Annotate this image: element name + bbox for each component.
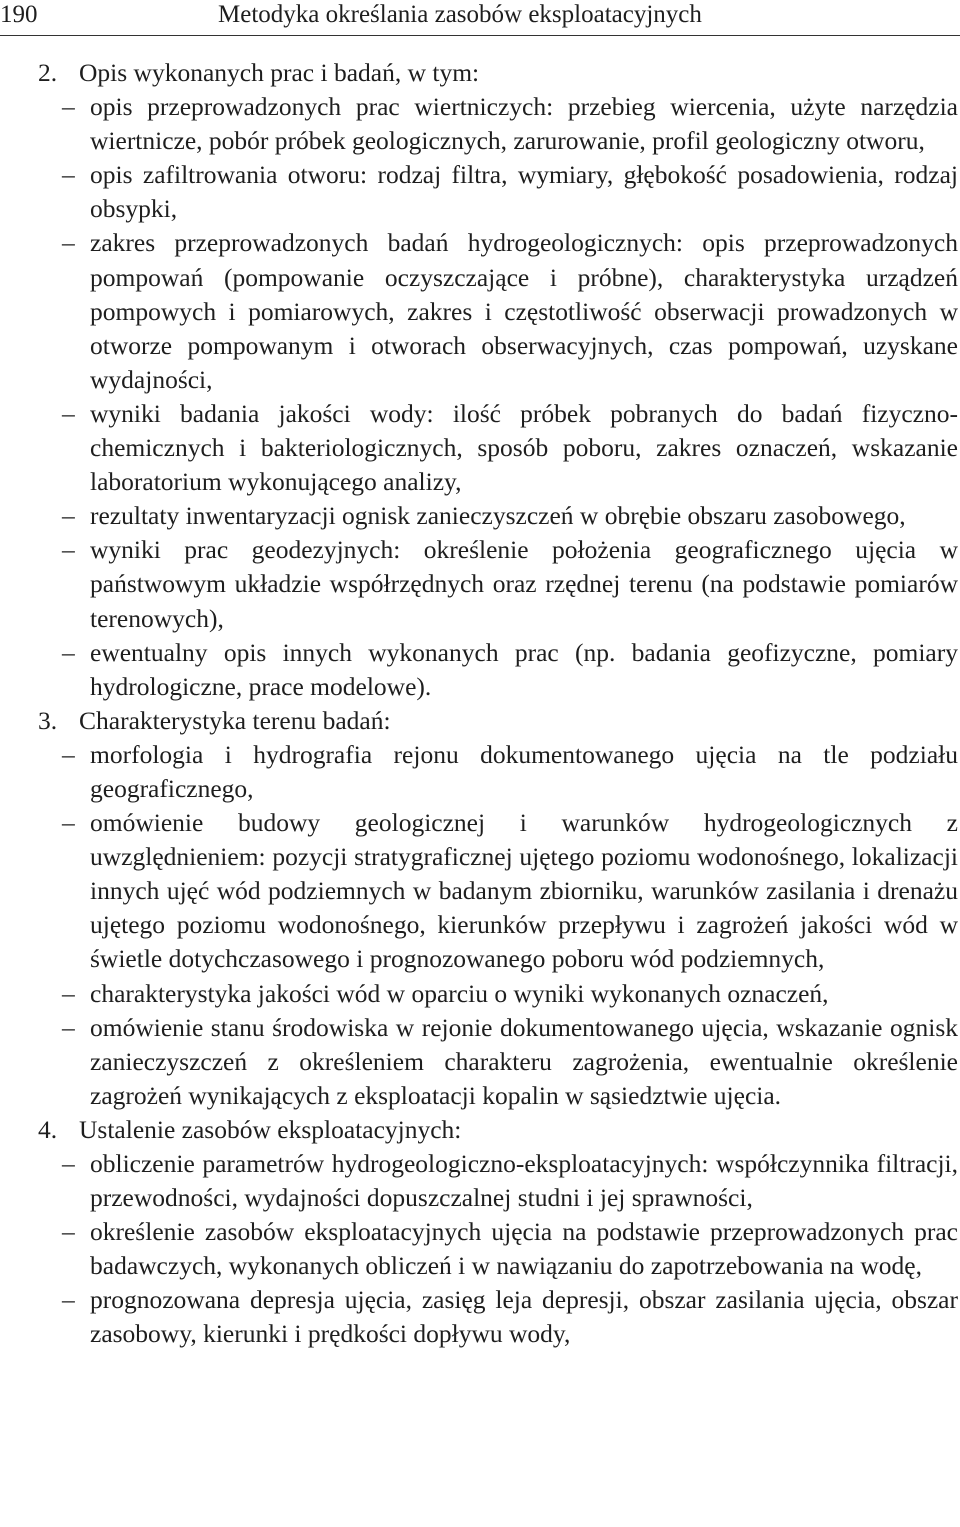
document-body <box>0 56 958 1352</box>
dash-bullet: – <box>62 228 75 258</box>
list-item-text: wyniki prac geodezyjnych: określenie położenia geograficznego ujęcia w państwowym układzie współrzędnych oraz rzędnej terenu (na podstawie pomiarów terenowych), <box>90 535 958 633</box>
list-item <box>0 738 958 806</box>
list-item-text: charakterystyka jakości wód w oparciu o wyniki wykonanych oznaczeń, <box>90 978 829 1008</box>
dash-bullet: – <box>62 1217 75 1247</box>
running-header-title: Metodyka określania zasobów eksploatacyjnych <box>218 1 702 28</box>
dash-bullet: – <box>62 1012 75 1042</box>
list-item-text: obliczenie parametrów hydrogeologiczno-eksploatacyjnych: współczynnika filtracji, przewodności, wydajności dopuszczalnej studni i jej sprawności, <box>90 1149 958 1213</box>
list-item <box>0 533 958 635</box>
section-3 <box>0 704 958 1113</box>
section-title: Opis wykonanych prac i badań, w tym: <box>79 58 480 87</box>
section-4 <box>0 1113 958 1352</box>
list-item-text: ewentualny opis innych wykonanych prac (np. badania geofizyczne, pomiary hydrologiczne, prace modelowe). <box>90 637 958 701</box>
page-number: 190 <box>0 1 38 28</box>
list-item-text: opis zafiltrowania otworu: rodzaj filtra, wymiary, głębokość posadowienia, rodzaj obsypki, <box>90 160 958 224</box>
list-item-text: omówienie budowy geologicznej i warunków hydrogeologicznych z uwzględnieniem: pozycji stratygraficznej ujętego poziomu wodonośnego, lokalizacji innych ujęć wód podziemnych w badanym zbiorniku, warunków zasilania i drenażu ujętego poziomu wodonośnego, kierunków przepływu i zagrożeń jakości wód w świetle dotychczasowego i prognozowanego poboru wód podziemnych, <box>90 808 958 974</box>
dash-bullet: – <box>62 739 75 769</box>
section-number: 4. <box>38 1114 58 1144</box>
dash-bullet: – <box>62 92 75 122</box>
list-item-text: omówienie stanu środowiska w rejonie dokumentowanego ujęcia, wskazanie ognisk zanieczyszczeń z określeniem charakteru zagrożenia, ewentualnie określenie zagrożeń wynikających z eksploatacji kopalin w sąsiedztwie ujęcia. <box>90 1012 958 1110</box>
running-header <box>0 0 960 36</box>
dash-bullet: – <box>62 535 75 565</box>
list-item-text: rezultaty inwentaryzacji ognisk zanieczyszczeń w obrębie obszaru zasobowego, <box>90 501 906 531</box>
dash-bullet: – <box>62 1285 75 1315</box>
list-item-text: zakres przeprowadzonych badań hydrogeologicznych: opis przeprowadzonych pompowań (pompowanie oczyszczające i próbne), charakterystyka urządzeń pompowych i pomiarowych, zakres i częstotliwość obserwacji prowadzonych w otworze pompowanym i otworach obserwacyjnych, czas pompowań, uzyskane wydajności, <box>90 228 958 394</box>
list-item <box>0 636 958 704</box>
list-item <box>0 806 958 976</box>
list-item-text: prognozowana depresja ujęcia, zasięg leja depresji, obszar zasilania ujęcia, obszar zasobowy, kierunki i prędkości dopływu wody, <box>90 1285 958 1349</box>
dash-bullet: – <box>62 160 75 190</box>
list-item <box>0 226 958 396</box>
dash-bullet: – <box>62 501 75 531</box>
list-item <box>0 90 958 158</box>
section-heading <box>0 1113 958 1147</box>
dash-bullet: – <box>62 1149 75 1178</box>
list-item-text: opis przeprowadzonych prac wiertniczych: przebieg wiercenia, użyte narzędzia wiertnicze, pobór próbek geologicznych, zarurowanie, profil geologiczny otworu, <box>90 92 958 156</box>
section-2 <box>0 56 958 704</box>
list-item <box>0 1215 958 1283</box>
section-number: 2. <box>38 58 58 87</box>
section-heading <box>0 56 958 90</box>
list-item <box>0 158 958 226</box>
dash-bullet: – <box>62 808 75 838</box>
list-item <box>0 397 958 499</box>
list-item <box>0 1283 958 1351</box>
list-item <box>0 977 958 1011</box>
list-item <box>0 1011 958 1113</box>
dash-bullet: – <box>62 398 75 428</box>
section-heading <box>0 704 958 738</box>
section-title: Charakterystyka terenu badań: <box>79 705 391 735</box>
list-item-text: określenie zasobów eksploatacyjnych ujęcia na podstawie przeprowadzonych prac badawczych, wykonanych obliczeń i w nawiązaniu do zapotrzebowania na wodę, <box>90 1217 958 1281</box>
dash-bullet: – <box>62 637 75 667</box>
section-title: Ustalenie zasobów eksploatacyjnych: <box>79 1114 462 1144</box>
list-item <box>0 499 958 533</box>
list-item-text: morfologia i hydrografia rejonu dokumentowanego ujęcia na tle podziału geograficznego, <box>90 739 958 803</box>
list-item <box>0 1147 958 1215</box>
section-number: 3. <box>38 705 58 735</box>
list-item-text: wyniki badania jakości wody: ilość próbek pobranych do badań fizyczno-chemicznych i bakteriologicznych, sposób poboru, zakres oznaczeń, wskazanie laboratorium wykonującego analizy, <box>90 398 958 497</box>
dash-bullet: – <box>62 978 75 1008</box>
